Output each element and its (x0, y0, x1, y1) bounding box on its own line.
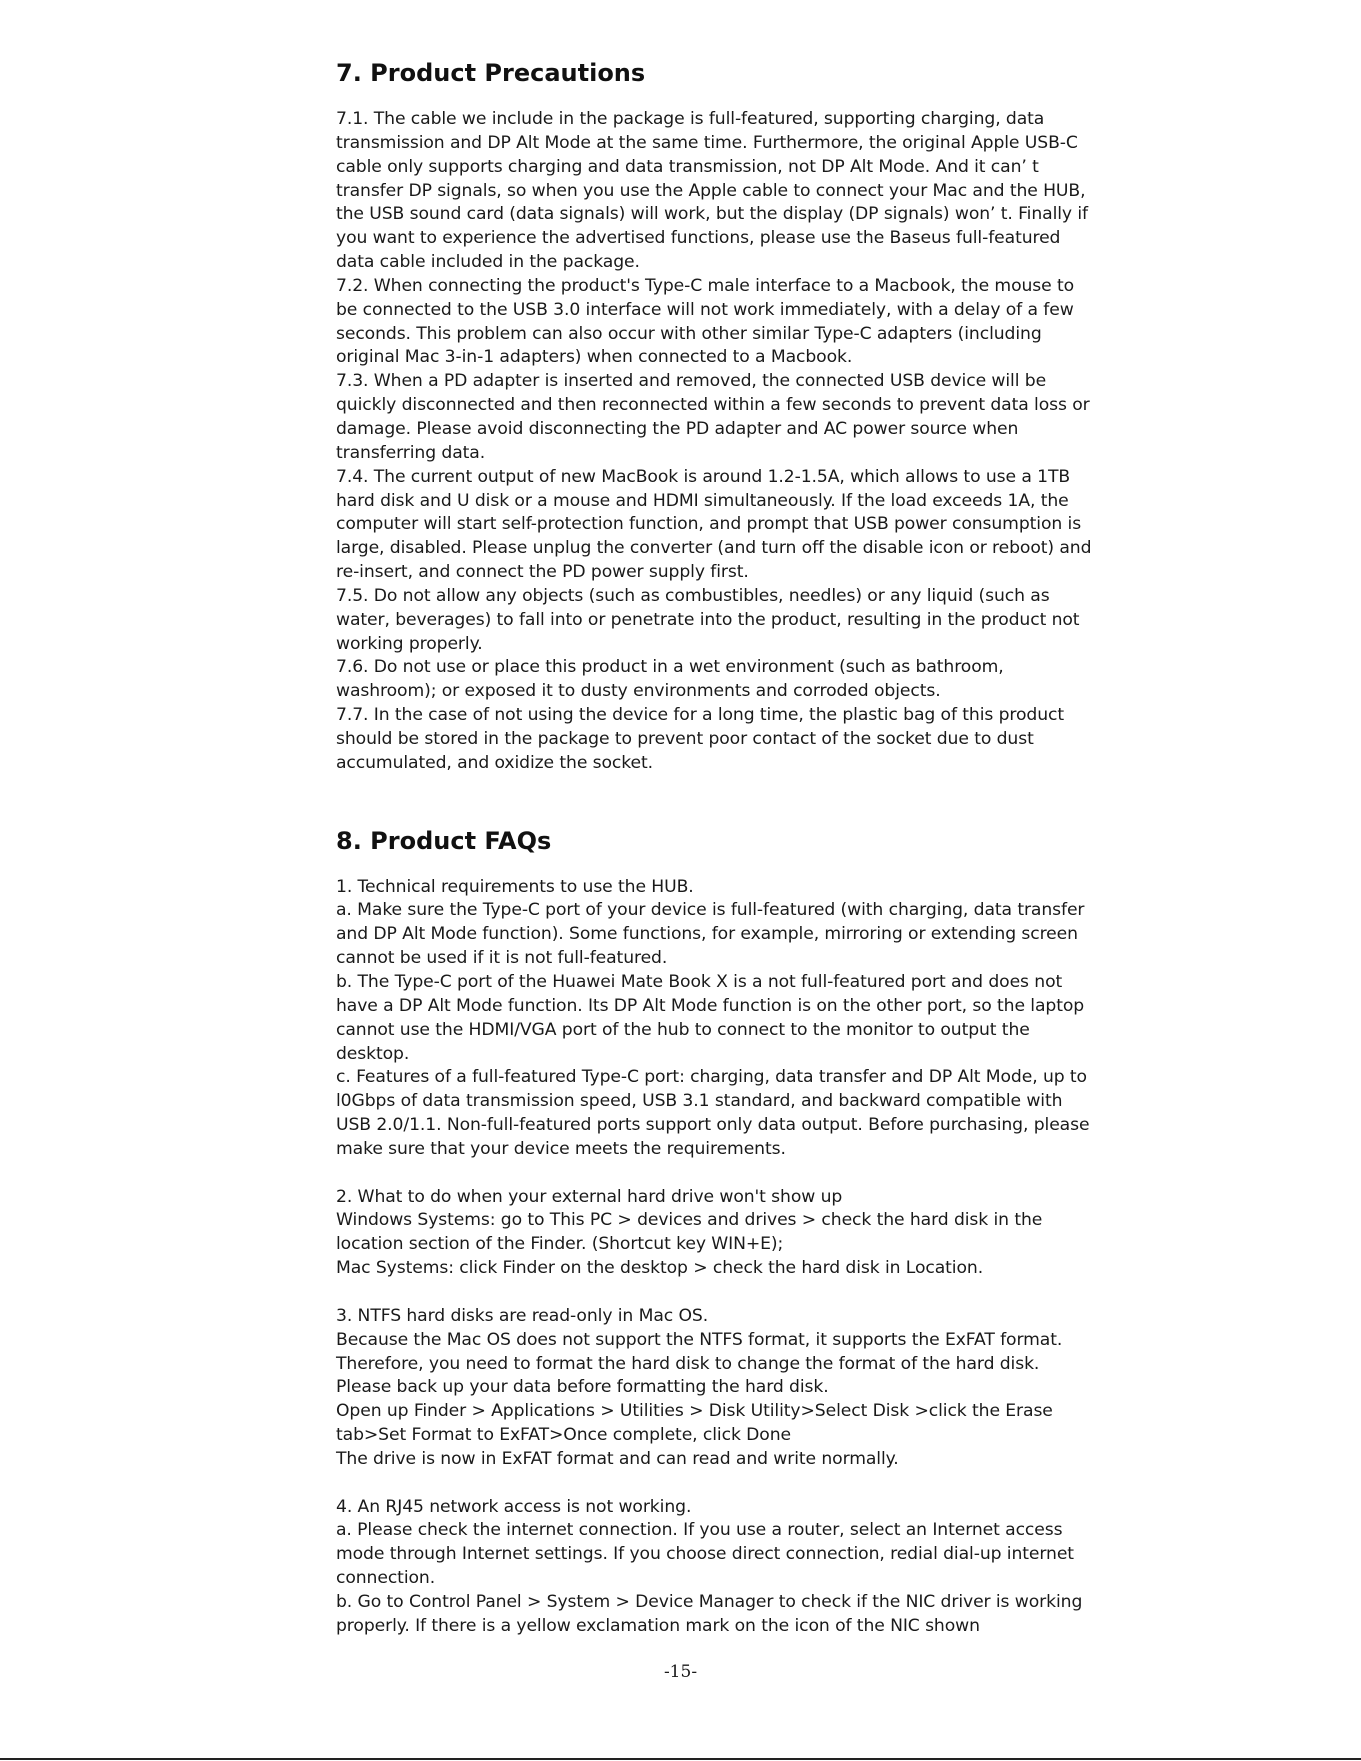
faq-item-3 (336, 1305, 1096, 1472)
faq-answer: Windows Systems: go to This PC > devices and drives > check the hard disk in the location section of the Finder. (Shortcut key WIN+E); (336, 1210, 1043, 1255)
faq-answer: b. The Type-C port of the Huawei Mate Book X is a not full-featured port and does not have a DP Alt Mode function. Its DP Alt Mode function is on the other port, so the laptop cannot use the HDMI/VGA port of the hub to connect to the monitor to output the desktop. (336, 972, 1085, 1064)
section-heading-faqs: 8. Product FAQs (336, 826, 552, 855)
precaution-item: 7.5. Do not allow any objects (such as combustibles, needles) or any liquid (such as water, beverages) to fall into or penetrate into the product, resulting in the product not working properly. (336, 585, 1080, 654)
precaution-item: 7.3. When a PD adapter is inserted and removed, the connected USB device will be quickly disconnected and then reconnected within a few seconds to prevent data loss or damage. Please avoid disconnecting the PD adapter and AC power source when transferring data. (336, 371, 1090, 463)
faqs-section (336, 826, 1096, 1639)
precautions-section (336, 58, 1096, 776)
faq-answer: The drive is now in ExFAT format and can read and write normally. (336, 1448, 899, 1469)
faq-answer: a. Please check the internet connection. If you use a router, select an Internet access mode through Internet settings. If you choose direct connection, redial dial-up internet connection. (336, 1520, 1074, 1589)
bottom-divider (0, 1758, 1361, 1760)
faq-item-1 (336, 876, 1096, 1162)
faq-item-4 (336, 1496, 1096, 1639)
faq-answer: Open up Finder > Applications > Utilities > Disk Utility>Select Disk >click the Erase tab>Set Format to ExFAT>Once complete, click Done (336, 1401, 1053, 1446)
faq-question: 2. What to do when your external hard drive won't show up (336, 1186, 843, 1207)
faq-question: 3. NTFS hard disks are read-only in Mac OS. (336, 1305, 709, 1326)
faq-answer: a. Make sure the Type-C port of your device is full-featured (with charging, data transfer and DP Alt Mode function). Some functions, for example, mirroring or extending screen cannot be used if it is not full-featured. (336, 900, 1085, 969)
faq-question: 1. Technical requirements to use the HUB. (336, 876, 694, 897)
faq-answer: Mac Systems: click Finder on the desktop > check the hard disk in Location. (336, 1258, 984, 1279)
precaution-item: 7.4. The current output of new MacBook is around 1.2-1.5A, which allows to use a 1TB hard disk and U disk or a mouse and HDMI simultaneously. If the load exceeds 1A, the computer will start self-protection function, and prompt that USB power consumption is large, disabled. Please unplug the converter (and turn off the disable icon or reboot) and re-insert, and connect the PD power supply first. (336, 466, 1092, 583)
faq-answer: Because the Mac OS does not support the NTFS format, it supports the ExFAT format. Therefore, you need to format the hard disk to change the format of the hard disk. Please back up your data before formatting the hard disk. (336, 1329, 1063, 1398)
spacer (336, 1162, 1096, 1186)
section-heading-precautions: 7. Product Precautions (336, 59, 646, 87)
faq-question: 4. An RJ45 network access is not working. (336, 1496, 692, 1517)
faq-answer: c. Features of a full-featured Type-C port: charging, data transfer and DP Alt Mode, up to l0Gbps of data transmission speed, USB 3.1 standard, and backward compatible with USB 2.0/1.1. Non-full-featured ports support only data output. Before purchasing, please make sure that your device meets the requirements. (336, 1067, 1090, 1159)
spacer (336, 1472, 1096, 1496)
spacer (336, 1281, 1096, 1305)
faq-item-2 (336, 1186, 1096, 1281)
precaution-item: 7.1. The cable we include in the package is full-featured, supporting charging, data transmission and DP Alt Mode at the same time. Furthermore, the original Apple USB-C cable only supports charging and data transmission, not DP Alt Mode. And it can’ t transfer DP signals, so when you use the Apple cable to connect your Mac and the HUB, the USB sound card (data signals) will work, but the display (DP signals) won’ t. Finally if you want to experience the advertised functions, please use the Baseus full-featured data cable included in the package. (336, 109, 1088, 273)
precaution-item: 7.2. When connecting the product's Type-C male interface to a Macbook, the mouse to be connected to the USB 3.0 interface will not work immediately, with a delay of a few seconds. This problem can also occur with other similar Type-C adapters (including original Mac 3-in-1 adapters) when connected to a Macbook. (336, 275, 1075, 368)
precaution-item: 7.7. In the case of not using the device for a long time, the plastic bag of this product should be stored in the package to prevent poor contact of the socket due to dust accumulated, and oxidize the socket. (336, 705, 1065, 773)
page-content (336, 58, 1096, 1639)
page-number: -15- (663, 1662, 698, 1682)
faq-answer: b. Go to Control Panel > System > Device Manager to check if the NIC driver is working properly. If there is a yellow exclamation mark on the icon of the NIC shown (336, 1591, 1083, 1636)
precaution-item: 7.6. Do not use or place this product in a wet environment (such as bathroom, washroom); or exposed it to dusty environments and corroded objects. (336, 657, 1004, 702)
